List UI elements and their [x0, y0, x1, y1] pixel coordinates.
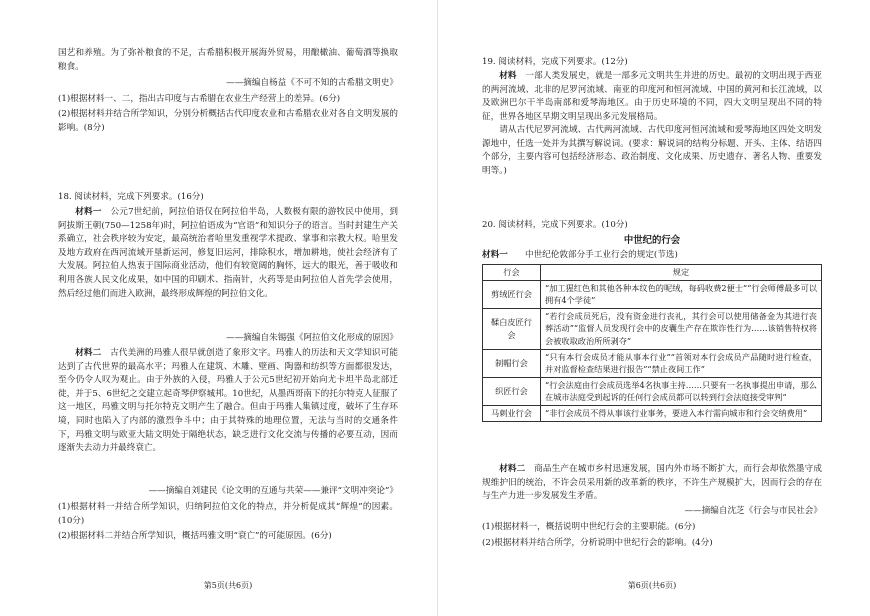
q20-material-1: [482, 249, 822, 263]
q20-heading: 20. 阅读材料，完成下列要求。(10分): [482, 220, 628, 230]
table-header-row: [483, 265, 822, 281]
table-cell-guild: 织匠行会: [483, 377, 541, 405]
q19-heading: 19. 阅读材料，完成下列要求。(12分): [482, 57, 628, 67]
q17-question-2: (2)根据材料并结合所学知识，分别分析概括古代印度农业和古希腊农业对各自文明发展的影响。(8分): [58, 109, 398, 133]
table-cell-guild: 制帽行会: [483, 349, 541, 377]
q18-material-1-label: 材料一: [75, 207, 102, 217]
table-cell-guild: 剪绒匠行会: [483, 280, 541, 308]
q18-material-1: [58, 206, 398, 301]
q19-material-text: 一部人类发展史，就是一部多元文明共生并进的历史。最初的文明出现于西亚的两河流域、北非的尼罗河流域、南亚的印度河和恒河流域、中国的黄河和长江流域，以及欧洲巴尔干半岛南部和爱琴海地区。由于历史环境的不同，四大文明呈现出不同的特征，世界各地区早期文明呈现出多元发展格局。: [482, 71, 822, 122]
table-cell-rule: “行会法庭由行会成员选举4名执事主持……只要有一名执事提出申请，那么在城市法庭受到起诉的任何行会成员都可以转到行会法庭接受审判”: [541, 377, 822, 405]
q20-guild-table-wrap: [482, 264, 822, 422]
table-cell-rule: “非行会成员不得从事该行业事务，要进入本行需向城市和行会交纳费用”: [541, 405, 822, 421]
q20-material-1-intro: 中世纪伦敦部分手工业行会的规定(节选): [525, 250, 678, 260]
q20-material-2-text: 商品生产在城市乡村迅速发展，国内外市场不断扩大，而行会却依然墨守成规维护旧的统治，不许会员采用新的改革新的秩序，不许生产规模扩大，因而行会的存在与生产力进一步发展发生矛盾。: [482, 464, 822, 502]
table-row: [483, 377, 822, 405]
q20-guild-table: [482, 264, 822, 422]
table-row: [483, 308, 822, 349]
q18-material-2: [58, 347, 398, 456]
q20-material-2: [482, 463, 822, 504]
q18-material-1-source: ——摘编自朱锡强《阿拉伯文化形成的原因》: [226, 333, 398, 343]
table-header-guild: 行会: [483, 265, 541, 281]
q18-material-1-text: 公元7世纪前，阿拉伯语仅在阿拉伯半岛，人数极有限的游牧民中使用，到阿拔斯王朝(750—1258年)时，阿拉伯语成为“官语”和知识分子的语言。当时封建生产关系确立，社会秩序较为安定，最高统治者哈里发重视学术提政、掌事和宗教大权。哈里发及地方政府在西河流域开垦新运河，修复旧运河，排除积水，增加耕地，使社会经济有了大发展。阿拉伯人热衷于国际商业活动，他们有较宽阔的胸怀，远大的眼光，善于吸收和利用各族人民文化成果，如中国的印刷术、指南针，火药等是由阿拉伯人首先学会使用，然后经过他们而进入欧洲，最终形成辉煌的阿拉伯文化。: [58, 207, 398, 299]
table-cell-guild: 鞣白皮匠行会: [483, 308, 541, 349]
q19-material-label: 材料: [499, 71, 517, 81]
page-6-footer: 第6页(共6页): [627, 581, 677, 590]
q18-material-2-label: 材料二: [75, 348, 102, 358]
q18-question-1: (1)根据材料一并结合所学知识，归纳阿拉伯文化的特点，并分析促成其“辉煌”的因素。(10分): [58, 502, 398, 526]
page-gutter: [437, 0, 438, 616]
table-row: [483, 280, 822, 308]
q20-material-1-label: 材料一: [482, 250, 508, 260]
q18-heading: 18. 阅读材料，完成下列要求。(16分): [58, 192, 204, 202]
q20-question-2: (2)根据材料并结合所学，分析说明中世纪行会的影响。(4分): [482, 538, 713, 548]
table-row: [483, 405, 822, 421]
table-cell-rule: “只有本行会成员才能从事本行业”“首领对本行会成员产品随时进行检查，并对监督检查结果进行报告”“禁止夜间工作”: [541, 349, 822, 377]
q17-source: ——摘编自杨益《不可不知的古希腊文明史》: [226, 78, 398, 88]
page-5-footer: 第5页(共6页): [203, 581, 253, 590]
page-6: [482, 0, 822, 616]
q18-material-2-source: ——摘编自刘建民《论文明的互通与共荣——兼评“文明冲突论”》: [148, 486, 398, 496]
table-cell-guild: 马刺业行会: [483, 405, 541, 421]
q18-material-2-text: 古代美洲的玛雅人很早就创造了象形文字。玛雅人的历法和天文学知识可能达到了古代世界的最高水平；玛雅人在建筑、木雕、壁画、陶器和纺织等方面都很发达，至今仍令人叹为观止。由于外族的入侵，玛雅人于公元5世纪初开始向尤卡坦半岛北部迁徙，并于5、6世纪之交建立起奇琴伊察城邦。10世纪，从墨西哥南下的托尔特克人征服了这一地区，玛雅文明与托尔特克文明产生了融合。但由于玛雅人集镇过度，破坏了生存环境，同时也陷入了内部的激烈争斗中；由于其特殊的地理位置，无法与当时的交通条件下，玛雅文明与欧亚大陆文明处于隔绝状态，缺乏进行文化交流与传播的必要互动，因而逐渐失去动力并最终衰亡。: [58, 348, 398, 454]
q20-question-1: (1)根据材料一，概括说明中世纪行会的主要职能。(6分): [482, 522, 696, 532]
q17-material-continuation: 国艺和养殖。为了弥补粮食的不足，古希腊积极开展海外贸易，用酿橄油、葡萄酒等换取粮食。: [58, 48, 398, 72]
table-row: [483, 349, 822, 377]
table-header-rule: 规定: [541, 265, 822, 281]
table-cell-rule: “加工猩红色和其他各种本纹色的呢绒，每码收费2便士”“行会师傅最多可以拥有4个学徒”: [541, 280, 822, 308]
page-5: [58, 0, 398, 616]
q20-material-2-label: 材料二: [499, 464, 526, 474]
q17-question-1: (1)根据材料一、二，指出古印度与古希腊在农业生产经营上的差异。(6分): [58, 94, 341, 104]
q20-material-2-source: ——摘编自沈芝《行会与市民社会》: [684, 506, 822, 516]
q18-question-2: (2)根据材料二并结合所学知识，概括玛雅文明“衰亡”的可能原因。(6分): [58, 531, 332, 541]
q19-material: [482, 70, 822, 124]
q19-task: 请从古代尼罗河流域、古代两河流域、古代印度河恒河流域和爱琴海地区四处文明发源地中，任选一处并为其撰写解说词。(要求：解说词的结构分标题、开头、主体、结语四个部分，主要内容可包括经济形态、政治制度、文化成果、历史遗存、著名人物、重要发明等。): [482, 125, 822, 176]
table-cell-rule: “若行会成员死后，没有资金进行丧礼，其行会可以使用储备金为其进行丧葬活动”“监督人员发现行会中的皮囊生产存在欺诈性行为……该销售特权将会被收取政治所所剥夺”: [541, 308, 822, 349]
q20-title: 中世纪的行会: [623, 235, 681, 246]
